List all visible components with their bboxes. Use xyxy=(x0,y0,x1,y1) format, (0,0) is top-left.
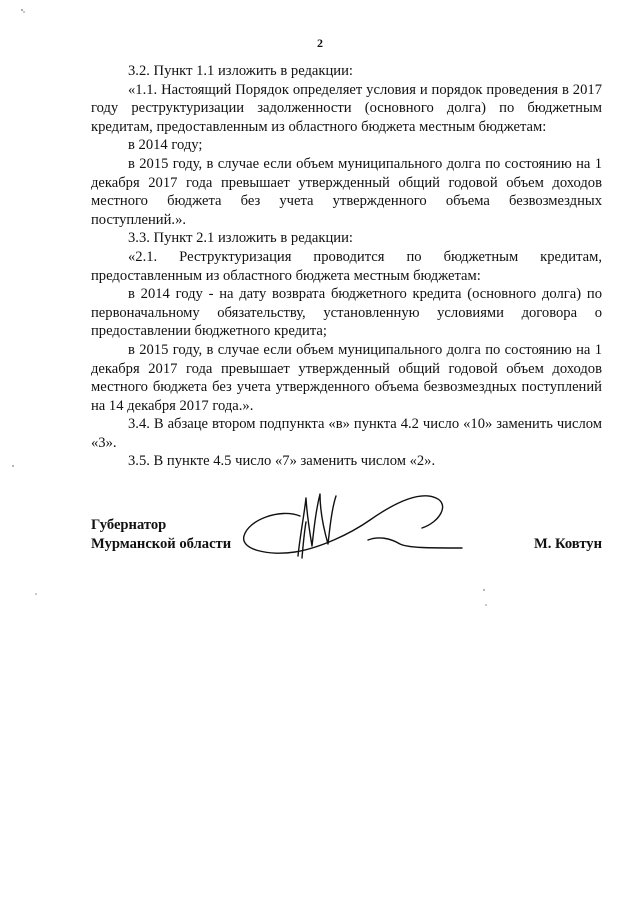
paragraph-3-3: 3.3. Пункт 2.1 изложить в редакции: xyxy=(128,230,353,247)
paragraph-3-4: 3.4. В абзаце втором подпункта «в» пункта 4.2 число «10» заменить числом «3». xyxy=(91,416,602,451)
paragraph-2014: в 2014 году; xyxy=(128,137,203,154)
paragraph-1-1: «1.1. Настоящий Порядок определяет условия и порядок проведения в 2017 году реструктуризации задолженности (основного долга) по бюджетным кредитам, предоставленным из областного бюджета местным бюджетам: xyxy=(91,81,602,135)
paragraph-2015-condition: в 2015 году, в случае если объем муниципального долга по состоянию на 1 декабря 2017 года превышает утвержденный общий годовой объем доходов местного бюджета без учета утвержденного объема безвозмездных поступлений на 14 декабря 2017 года.». xyxy=(91,341,602,414)
document-body xyxy=(91,62,602,471)
handwritten-signature xyxy=(240,486,470,566)
signatory-name: М. Ковтун xyxy=(533,536,602,552)
paragraph-3-2: 3.2. Пункт 1.1 изложить в редакции: xyxy=(128,63,353,79)
paragraph-3-5: 3.5. В пункте 4.5 число «7» заменить числом «2». xyxy=(128,453,436,470)
paragraph-2-1: «2.1. Реструктуризация проводится по бюджетным кредитам, предоставленным из областного бюджета местным бюджетам: xyxy=(91,248,602,284)
signatory-title-line1: Губернатор xyxy=(91,517,167,533)
paragraph-2014-date: в 2014 году - на дату возврата бюджетного кредита (основного долга) по первоначальному обязательству, установленную условиями договора о предоставлении бюджетного кредита; xyxy=(91,286,602,340)
signatory-title xyxy=(91,516,231,554)
page-number: 2 xyxy=(317,36,323,50)
signatory-title-line2: Мурманской области xyxy=(91,536,232,552)
paragraph-2015: в 2015 году, в случае если объем муниципального долга по состоянию на 1 декабря 2017 года превышает утвержденный общий годовой объем доходов местного бюджета без учета утвержденного объема безвозмездных поступлений.». xyxy=(91,155,602,228)
